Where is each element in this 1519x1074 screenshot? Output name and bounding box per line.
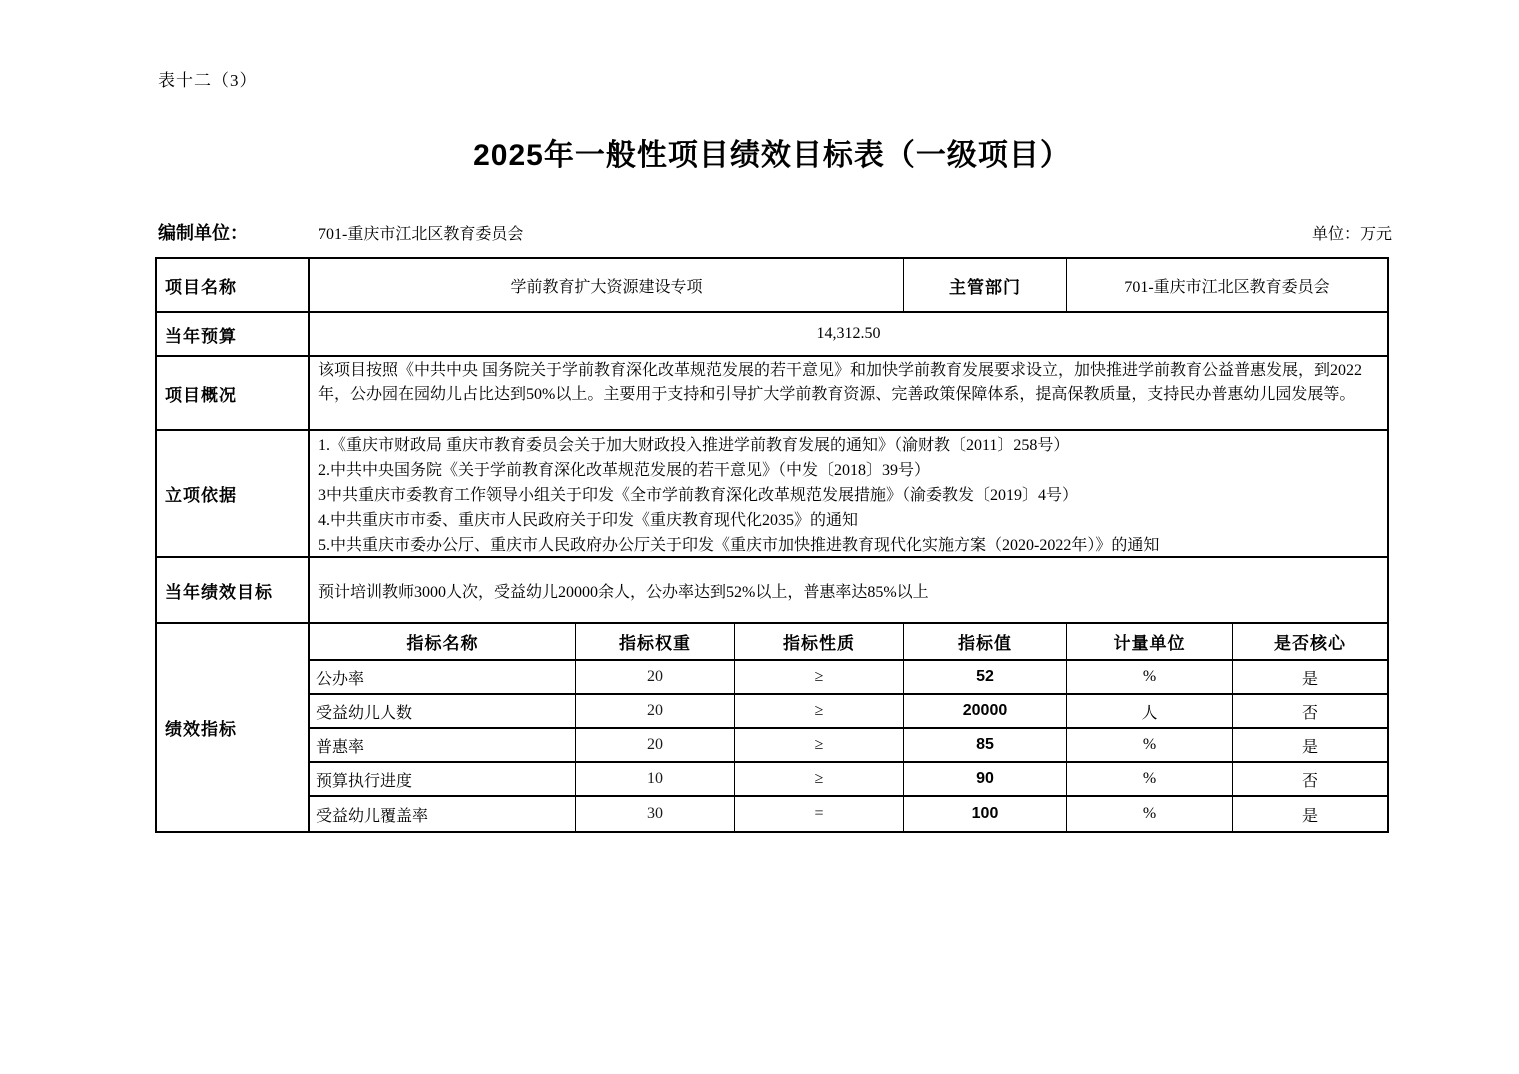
supervisor-value: 701-重庆市江北区教育委员会 (1124, 278, 1330, 296)
indicator-nature: = (735, 797, 904, 831)
row-project-name (157, 259, 1387, 313)
project-name-value: 学前教育扩大资源建设专项 (310, 259, 904, 311)
indicator-nature: ≥ (735, 661, 904, 693)
prepared-by-value: 701-重庆市江北区教育委员会 (318, 226, 524, 243)
budget-value: 14,312.50 (816, 325, 881, 342)
indicators-label: 绩效指标 (157, 624, 310, 831)
basis-line: 3中共重庆市委教育工作领导小组关于印发《全市学前教育深化改革规范发展措施》（渝委教发〔2019〕4号） (318, 487, 1079, 504)
indicator-row (310, 729, 1387, 763)
header-indicator-nature: 指标性质 (735, 624, 904, 659)
indicators-header-row (310, 624, 1387, 661)
header-is-core: 是否核心 (1274, 634, 1346, 653)
is-core: 否 (1301, 772, 1318, 790)
annual-goal-value: 预计培训教师3000人次，受益幼儿20000余人，公办率达到52%以上，普惠率达85%以上 (318, 583, 929, 601)
row-overview (157, 357, 1387, 431)
indicator-value: 85 (904, 729, 1067, 761)
annual-goal-label: 当年绩效目标 (157, 558, 310, 622)
prepared-by-label: 编制单位： (158, 223, 248, 243)
page-title: 2025年一般性项目绩效目标表（一级项目） (473, 139, 1071, 172)
indicator-nature: ≥ (735, 729, 904, 761)
indicator-name: 受益幼儿覆盖率 (310, 797, 576, 831)
indicator-weight: 20 (576, 661, 735, 693)
basis-line: 5.中共重庆市委办公厅、重庆市人民政府办公厅关于印发《重庆市加快推进教育现代化实施方案（2020-2022年）》的通知 (318, 537, 1160, 554)
measure-unit: % (1067, 797, 1233, 831)
overview-label: 项目概况 (157, 357, 310, 429)
row-indicators (157, 624, 1387, 831)
basis-line: 1.《重庆市财政局 重庆市教育委员会关于加大财政投入推进学前教育发展的通知》（渝财教〔2011〕258号） (318, 437, 1070, 454)
indicator-value: 20000 (904, 695, 1067, 727)
indicator-name: 公办率 (310, 661, 576, 693)
indicator-value: 100 (904, 797, 1067, 831)
measure-unit: % (1067, 729, 1233, 761)
measure-unit: 人 (1067, 695, 1233, 727)
is-core: 是 (1301, 807, 1318, 825)
project-name-label: 项目名称 (157, 259, 310, 311)
indicators-table (310, 624, 1387, 831)
header-indicator-name: 指标名称 (310, 624, 576, 659)
indicator-row (310, 763, 1387, 797)
supervisor-label: 主管部门 (904, 259, 1067, 311)
header-indicator-value: 指标值 (904, 624, 1067, 659)
overview-value: 该项目按照《中共中央 国务院关于学前教育深化改革规范发展的若干意见》和加快学前教育发展要求设立，加快推进学前教育公益普惠发展，到2022年，公办园在园幼儿占比达到50%以上。主要用于支持和引导扩大学前教育资源、完善政策保障体系，提高保教质量，支持民办普惠幼儿园发展等。 (318, 362, 1363, 403)
basis-line: 4.中共重庆市市委、重庆市人民政府关于印发《重庆教育现代化2035》的通知 (318, 512, 859, 529)
indicator-name: 预算执行进度 (310, 763, 576, 795)
basis-value (310, 431, 1387, 556)
row-annual-goal (157, 558, 1387, 624)
basis-line: 2.中共中央国务院《关于学前教育深化改革规范发展的若干意见》（中发〔2018〕39号） (318, 462, 931, 479)
indicator-weight: 10 (576, 763, 735, 795)
basis-label: 立项依据 (157, 431, 310, 556)
performance-target-table (155, 257, 1389, 833)
header-measure-unit: 计量单位 (1067, 624, 1233, 659)
measure-unit: % (1067, 661, 1233, 693)
row-basis (157, 431, 1387, 558)
indicator-weight: 20 (576, 729, 735, 761)
is-core: 否 (1301, 704, 1318, 722)
indicator-value: 52 (904, 661, 1067, 693)
indicator-row (310, 797, 1387, 831)
form-code: 表十二（3） (158, 71, 258, 90)
is-core: 是 (1301, 738, 1318, 756)
indicator-weight: 20 (576, 695, 735, 727)
row-budget (157, 313, 1387, 357)
indicator-name: 受益幼儿人数 (310, 695, 576, 727)
unit-note: 单位：万元 (1311, 226, 1392, 243)
indicator-row (310, 661, 1387, 695)
meta-row (158, 219, 1392, 243)
indicator-name: 普惠率 (310, 729, 576, 761)
indicator-nature: ≥ (735, 763, 904, 795)
indicator-weight: 30 (576, 797, 735, 831)
indicator-nature: ≥ (735, 695, 904, 727)
indicator-value: 90 (904, 763, 1067, 795)
is-core: 是 (1301, 670, 1318, 688)
indicator-row (310, 695, 1387, 729)
measure-unit: % (1067, 763, 1233, 795)
header-indicator-weight: 指标权重 (576, 624, 735, 659)
budget-label: 当年预算 (157, 313, 310, 355)
